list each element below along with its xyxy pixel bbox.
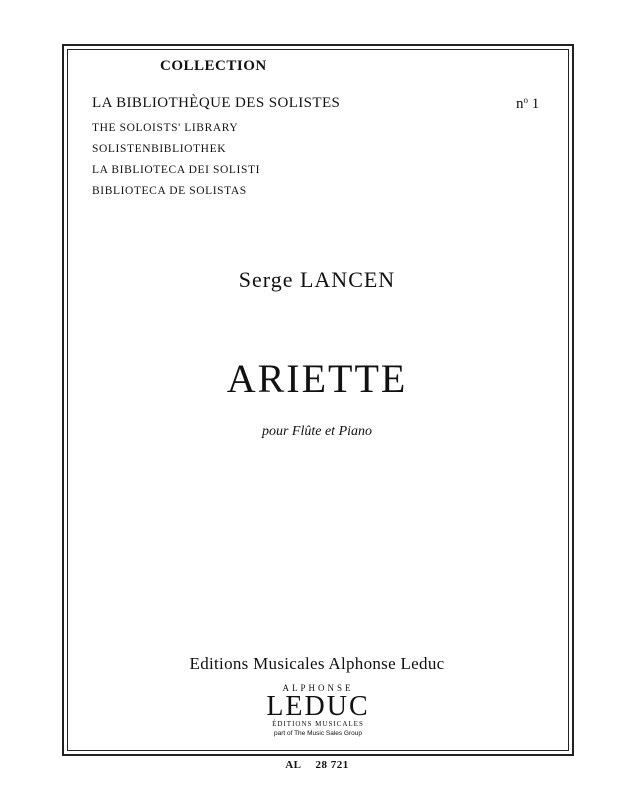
publisher-name: Editions Musicales Alphonse Leduc <box>189 654 445 673</box>
composer-name: Serge LANCEN <box>238 267 396 292</box>
logo-line-group: part of The Music Sales Group <box>273 730 363 737</box>
publisher-logo <box>236 683 400 738</box>
logo-line-leduc: LEDUC <box>266 691 370 722</box>
series-number-prefix: n <box>516 96 524 112</box>
catalog-part2: 721 <box>330 759 349 771</box>
instrumentation: pour Flûte et Piano <box>261 424 373 439</box>
logo-line-editions: ÉDITIONS MUSICALES <box>272 720 364 728</box>
series-number <box>516 95 539 113</box>
series-translation-spanish: BIBLIOTECA DE SOLISTAS <box>92 185 247 197</box>
collection-label: COLLECTION <box>160 58 267 74</box>
work-title: ARIETTE <box>226 356 408 401</box>
series-translation-german: SOLISTENBIBLIOTHEK <box>92 143 227 155</box>
catalog-number <box>0 759 634 771</box>
catalog-part1: 28 <box>315 759 328 771</box>
catalog-prefix: AL <box>285 759 302 771</box>
series-title: LA BIBLIOTHÈQUE DES SOLISTES <box>92 95 341 111</box>
series-translation-italian: LA BIBLIOTECA DEI SOLISTI <box>92 164 261 176</box>
series-translation-english: THE SOLOISTS' LIBRARY <box>92 122 239 134</box>
logo-line-alphonse: ALPHONSE <box>282 683 354 693</box>
series-number-value: 1 <box>531 96 540 112</box>
series-number-superscript: o <box>523 95 528 105</box>
